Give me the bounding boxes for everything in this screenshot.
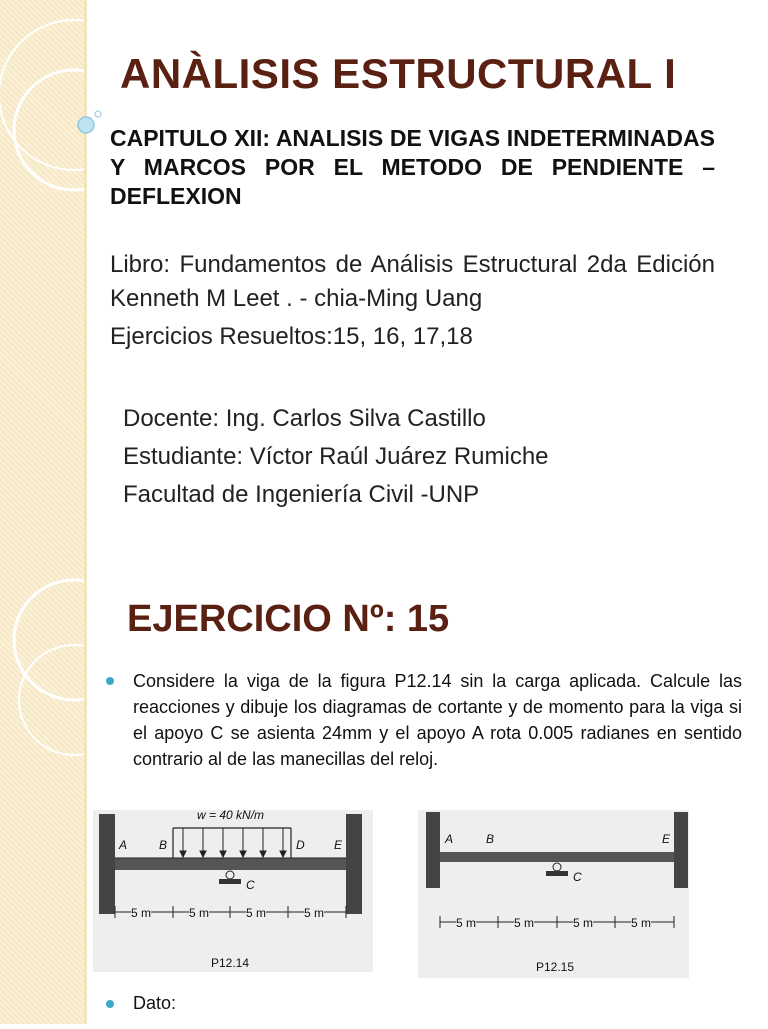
load-label: w = 40 kN/m: [197, 808, 265, 822]
span-label: 5 m: [304, 906, 325, 920]
solved-exercises: Ejercicios Resueltos:15, 16, 17,18: [110, 323, 473, 350]
span-label: 5 m: [456, 916, 477, 930]
point-b-label: B: [486, 832, 495, 846]
span-label: 5 m: [131, 906, 152, 920]
faculty-line: Facultad de Ingeniería Civil -UNP: [123, 481, 480, 508]
span-label: 5 m: [514, 916, 535, 930]
point-e-label: E: [662, 832, 671, 846]
figure-caption: P12.15: [536, 960, 575, 974]
slide-subtitle: CAPITULO XII: ANALISIS DE VIGAS INDETERMINADAS Y MARCOS POR EL METODO DE PENDIENTE – DEFLEXION: [110, 125, 715, 209]
span-label: 5 m: [189, 906, 210, 920]
point-c-label: C: [246, 878, 255, 892]
point-d-label: D: [296, 838, 305, 852]
dato-label: Dato:: [133, 993, 177, 1013]
point-c-label: C: [573, 870, 582, 884]
decorative-side-strip: [0, 0, 84, 1024]
beam-diagram-1: [93, 810, 373, 972]
point-a-label: A: [445, 832, 454, 846]
dato-bullet: [106, 993, 176, 1014]
bullet-dot-icon: [106, 1000, 114, 1008]
student-line: Estudiante: Víctor Raúl Juárez Rumiche: [123, 443, 549, 470]
decorative-circles: [0, 0, 84, 1024]
span-label: 5 m: [631, 916, 652, 930]
point-b-label: B: [159, 838, 168, 852]
beam-diagram-2: [418, 810, 689, 978]
figure-p12-14: [93, 810, 373, 972]
figure-p12-15: [418, 810, 689, 978]
bullet-dot-icon: [106, 677, 114, 685]
point-a-label: A: [119, 838, 128, 852]
problem-bullet: [106, 668, 742, 772]
teacher-line: Docente: Ing. Carlos Silva Castillo: [123, 405, 486, 432]
book-reference: Libro: Fundamentos de Análisis Estructural 2da Edición Kenneth M Leet . - chia-Ming Uang: [110, 251, 715, 312]
span-label: 5 m: [246, 906, 267, 920]
exercise-heading: EJERCICIO Nº: 15: [127, 598, 450, 640]
span-label: 5 m: [573, 916, 594, 930]
point-e-label: E: [334, 838, 343, 852]
slide-title: ANÀLISIS ESTRUCTURAL I: [120, 50, 677, 97]
figure-caption: P12.14: [211, 956, 250, 970]
strip-edge: [84, 0, 87, 1024]
problem-text: Considere la viga de la figura P12.14 sin la carga aplicada. Calcule las reacciones y dibuje los diagramas de cortante y de momento para la viga si el apoyo C se asienta 24mm y el apoyo A rota 0.005 radianes en sentido contrario al de las manecillas del reloj.: [133, 671, 742, 769]
bubble-icon: [70, 105, 110, 145]
